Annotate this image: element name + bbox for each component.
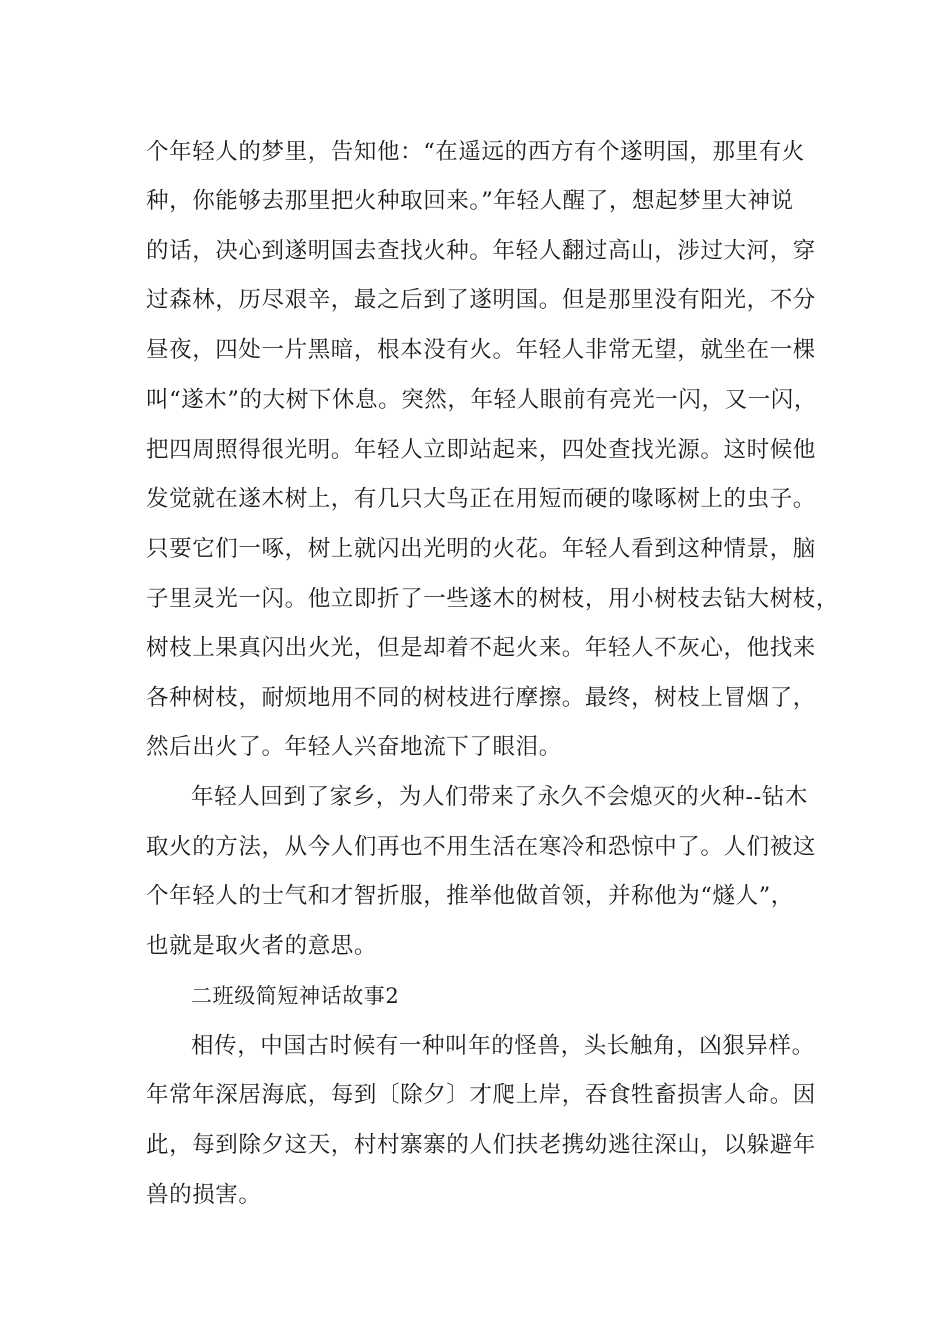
text-line: 昼夜，四处一片黑暗，根本没有火。年轻人非常无望，就坐在一棵 [146, 337, 816, 363]
text-line: 兽的损害。 [146, 1182, 262, 1208]
text-line: 也就是取火者的意思。 [146, 933, 378, 959]
paragraph-start-line: 年轻人回到了家乡，为人们带来了永久不会熄灭的火种--钻木 [191, 784, 809, 810]
text-line: 子里灵光一闪。他立即折了一些遂木的树枝，用小树枝去钻大树枝， [146, 586, 840, 612]
text-line: 此，每到除夕这天，村村寨寨的人们扶老携幼逃往深山，以躲避年 [146, 1132, 816, 1158]
text-line: 各种树枝，耐烦地用不同的树枝进行摩擦。最终，树枝上冒烟了， [146, 685, 816, 711]
text-line: 过森林，历尽艰辛，最之后到了遂明国。但是那里没有阳光，不分 [146, 287, 816, 313]
text-line: 把四周照得很光明。年轻人立即站起来，四处查找光源。这时候他 [146, 437, 816, 463]
paragraph-start-line: 相传，中国古时候有一种叫年的怪兽，头长触角，凶狠异样。 [191, 1033, 815, 1059]
text-line: 发觉就在遂木树上，有几只大鸟正在用短而硬的喙啄树上的虫子。 [146, 486, 816, 512]
text-line: 年常年深居海底，每到〔除夕〕才爬上岸，吞食牲畜损害人命。因 [146, 1082, 816, 1108]
text-line: 只要它们一啄，树上就闪出光明的火花。年轻人看到这种情景，脑 [146, 536, 816, 562]
text-line: 树枝上果真闪出火光，但是却着不起火来。年轻人不灰心，他找来 [146, 635, 816, 661]
text-line: 种，你能够去那里把火种取回来。”年轻人醒了，想起梦里大神说 [146, 188, 794, 214]
text-line: 取火的方法，从今人们再也不用生活在寒冷和恐惊中了。人们被这 [146, 834, 816, 860]
text-line: 个年轻人的梦里，告知他：“在遥远的西方有个遂明国，那里有火 [146, 139, 805, 165]
text-line: 的话，决心到遂明国去查找火种。年轻人翻过高山，涉过大河，穿 [146, 238, 816, 264]
text-line: 个年轻人的士气和才智折服，推举他做首领，并称他为“燧人”， [146, 883, 794, 909]
text-line: 叫“遂木”的大树下休息。突然，年轻人眼前有亮光一闪，又一闪， [146, 387, 818, 413]
text-line: 然后出火了。年轻人兴奋地流下了眼泪。 [146, 734, 562, 760]
section-heading: 二班级简短神话故事2 [191, 984, 400, 1008]
